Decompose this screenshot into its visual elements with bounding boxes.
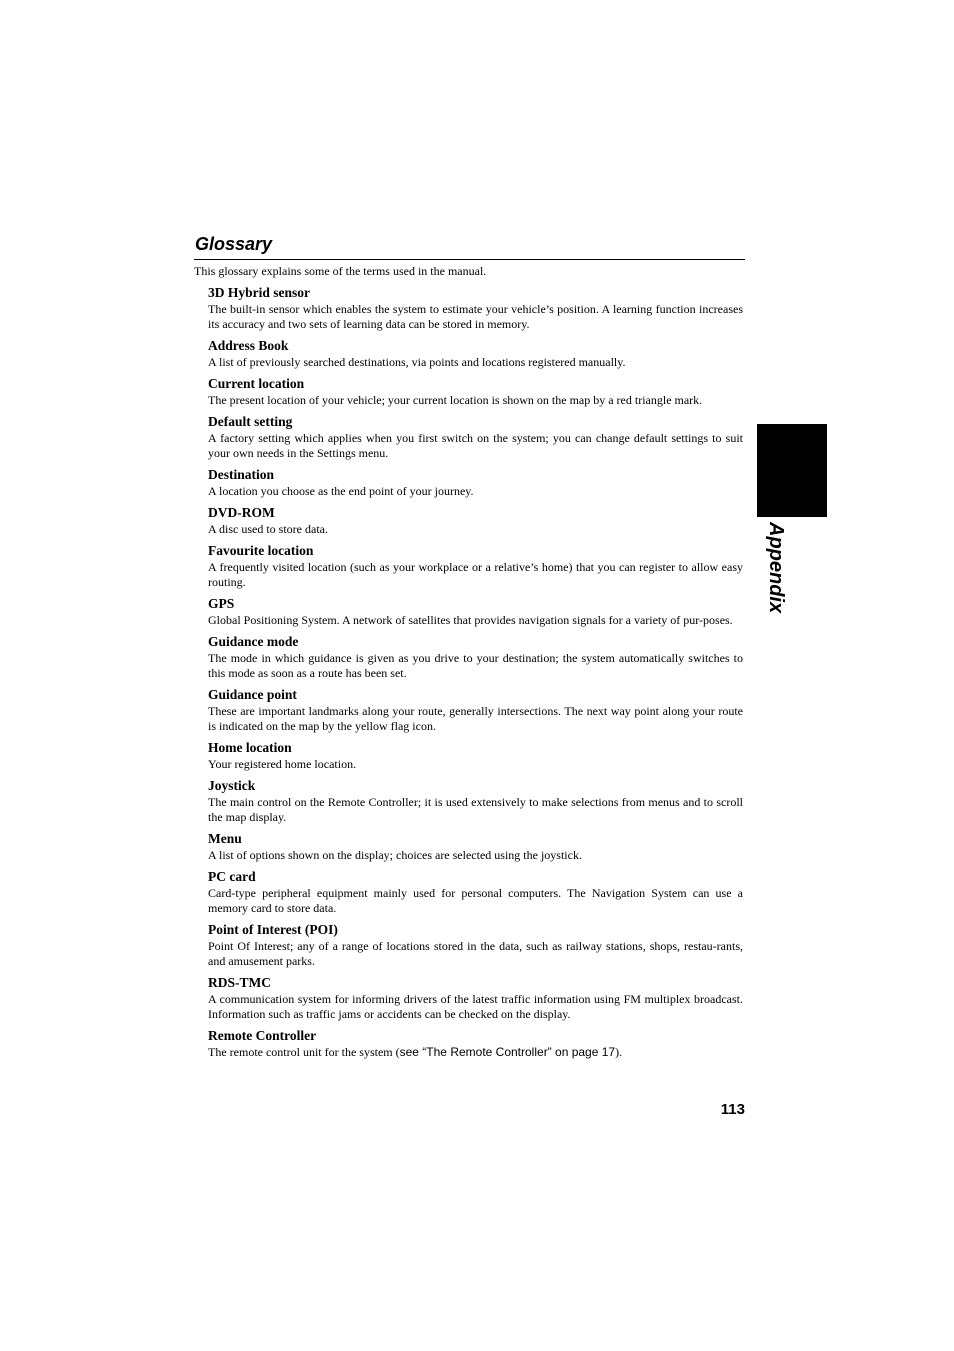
glossary-term: Home location: [208, 740, 292, 755]
glossary-entry-guidance-point: [208, 687, 743, 734]
chapter-tab-text: Appendix: [765, 522, 787, 614]
glossary-definition: The present location of your vehicle; your current location is shown on the map by a red triangle mark.: [208, 393, 703, 407]
glossary-entry-rds-tmc: [208, 975, 743, 1022]
glossary-term: Menu: [208, 831, 242, 846]
glossary-term: Guidance point: [208, 687, 297, 702]
glossary-definition: The built-in sensor which enables the system to estimate your vehicle’s position. A learning function increases its accuracy and two sets of learning data can be stored in memory.: [208, 302, 743, 331]
glossary-term: Default setting: [208, 414, 293, 429]
glossary-entry-current-location: [208, 376, 743, 408]
glossary-definition: The main control on the Remote Controller; it is used extensively to make selections from menus and to scroll the map display.: [208, 795, 743, 824]
glossary-definition: A disc used to store data.: [208, 522, 328, 536]
glossary-entry-remote-controller: [208, 1028, 743, 1060]
glossary-definition: Your registered home location.: [208, 757, 357, 771]
definition-text: The remote control unit for the system (: [208, 1045, 400, 1059]
glossary-definition: A frequently visited location (such as your workplace or a relative’s home) that you can register to allow easy routing.: [208, 560, 743, 589]
glossary-entry-point-of-interest: [208, 922, 743, 969]
glossary-term: Favourite location: [208, 543, 314, 558]
glossary-entry-home-location: [208, 740, 743, 772]
page-number: 113: [720, 1101, 745, 1118]
chapter-tab-label: [764, 522, 788, 622]
glossary-entry-joystick: [208, 778, 743, 825]
glossary-term: PC card: [208, 869, 256, 884]
glossary-term: Destination: [208, 467, 275, 482]
glossary-entry-destination: [208, 467, 743, 499]
glossary-entry-address-book: [208, 338, 743, 370]
section-intro: This glossary explains some of the terms used in the manual.: [194, 264, 487, 278]
glossary-definition: A list of options shown on the display; choices are selected using the joystick.: [208, 848, 582, 862]
glossary-term: Joystick: [208, 778, 256, 793]
glossary-entry-gps: [208, 596, 743, 628]
glossary-definition: Point Of Interest; any of a range of locations stored in the data, such as railway stations, shops, restau-rants, and amusement parks.: [208, 939, 743, 968]
glossary-definition: Global Positioning System. A network of satellites that provides navigation signals for a variety of pur-poses.: [208, 613, 733, 627]
title-rule: [194, 259, 745, 260]
glossary-term: Current location: [208, 376, 305, 391]
glossary-term: RDS-TMC: [208, 975, 271, 990]
definition-text: ).: [615, 1045, 623, 1059]
glossary-term: 3D Hybrid sensor: [208, 285, 311, 300]
chapter-tab-marker: [757, 424, 827, 517]
glossary-definition: A communication system for informing drivers of the latest traffic information using FM multiplex broadcast. Information such as traffic jams or accidents can be checked on the display.: [208, 992, 743, 1021]
glossary-definition: These are important landmarks along your route, generally intersections. The next way point along your route is indicated on the map by the yellow flag icon.: [208, 704, 743, 733]
glossary-definition: A list of previously searched destinations, via points and locations registered manually.: [208, 355, 626, 369]
glossary-entry-pc-card: [208, 869, 743, 916]
page-reference-link[interactable]: see “The Remote Controller” on page 17: [399, 1045, 616, 1059]
glossary-definition: Card-type peripheral equipment mainly used for personal computers. The Navigation System can use a memory card to store data.: [208, 886, 743, 915]
glossary-definition: A factory setting which applies when you first switch on the system; you can change default settings to suit your own needs in the Settings menu.: [208, 431, 743, 460]
glossary-entry-default-setting: [208, 414, 743, 461]
glossary-entry-menu: [208, 831, 743, 863]
glossary-entry-favourite-location: [208, 543, 743, 590]
glossary-term: DVD-ROM: [208, 505, 275, 520]
glossary-definition: The mode in which guidance is given as you drive to your destination; the system automatically switches to this mode as soon as a route has been set.: [208, 651, 743, 680]
glossary-term: Remote Controller: [208, 1028, 317, 1043]
glossary-term: Point of Interest (POI): [208, 922, 338, 937]
glossary-definition: [208, 1045, 743, 1060]
glossary-entry-3d-hybrid-sensor: [208, 285, 743, 332]
glossary-definition: A location you choose as the end point of your journey.: [208, 484, 474, 498]
section-title: Glossary: [195, 234, 273, 254]
glossary-term: GPS: [208, 596, 235, 611]
glossary-list: [208, 285, 743, 1066]
glossary-term: Guidance mode: [208, 634, 299, 649]
glossary-term: Address Book: [208, 338, 289, 353]
glossary-entry-dvd-rom: [208, 505, 743, 537]
glossary-entry-guidance-mode: [208, 634, 743, 681]
